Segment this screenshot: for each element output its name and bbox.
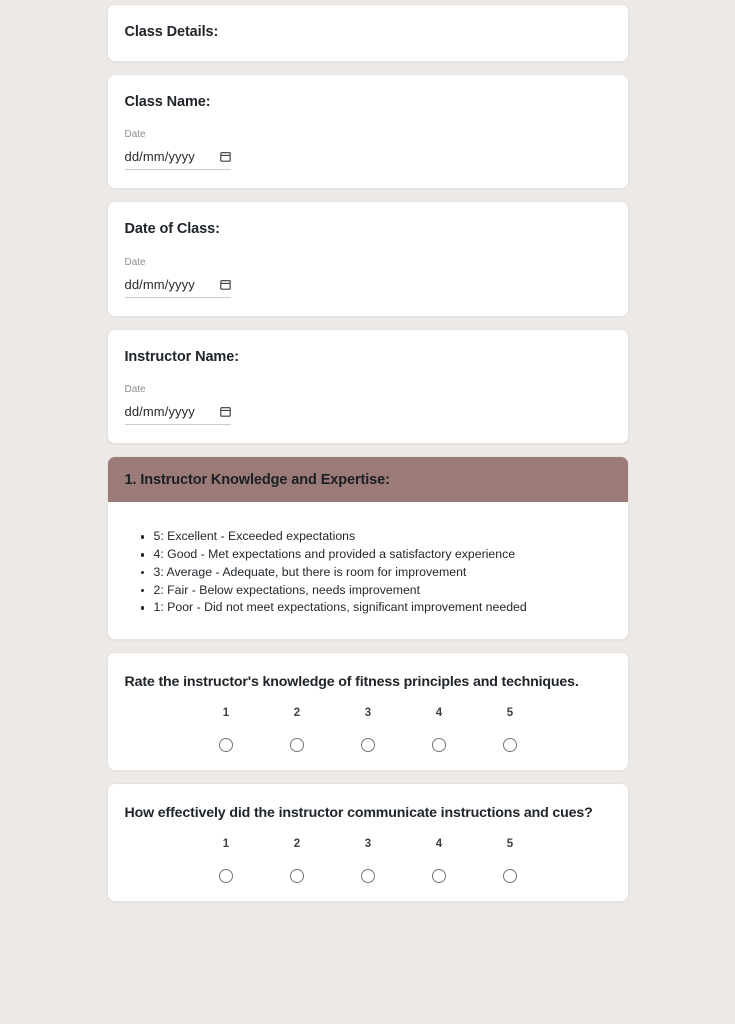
list-item: 3: Average - Adequate, but there is room for improvement bbox=[125, 564, 611, 582]
rating-label-2: 2 bbox=[293, 838, 301, 851]
rating-label-2: 2 bbox=[293, 707, 301, 720]
rating-label-cell bbox=[262, 838, 333, 850]
card-class-name bbox=[107, 74, 629, 190]
card-body bbox=[108, 653, 628, 770]
rating-label-3: 3 bbox=[364, 838, 372, 851]
rating-label-cell bbox=[333, 707, 404, 719]
section-banner bbox=[108, 457, 628, 502]
date-placeholder: dd/mm/yyyy bbox=[124, 404, 195, 420]
page-title: Class Details: bbox=[124, 24, 219, 40]
rating-option-cell[interactable] bbox=[191, 869, 262, 883]
rating-option-cell[interactable] bbox=[404, 738, 475, 752]
radio-button-3[interactable] bbox=[361, 869, 375, 883]
card-body bbox=[108, 784, 628, 901]
date-placeholder: dd/mm/yyyy bbox=[124, 276, 195, 292]
radio-button-1[interactable] bbox=[219, 869, 233, 883]
rating-scale bbox=[125, 838, 611, 883]
date-of-class-label: Date of Class: bbox=[124, 221, 220, 238]
date-input[interactable] bbox=[125, 404, 231, 425]
rating-option-cell[interactable] bbox=[333, 738, 404, 752]
list-item: 4: Good - Met expectations and provided a satisfactory experience bbox=[125, 546, 611, 564]
rating-label-cell bbox=[333, 838, 404, 850]
card-body bbox=[108, 202, 628, 316]
rating-scale-legend bbox=[125, 528, 611, 617]
card-body bbox=[108, 75, 628, 189]
rating-number-row bbox=[191, 838, 611, 850]
rating-label-cell bbox=[475, 707, 546, 719]
radio-button-2[interactable] bbox=[290, 869, 304, 883]
rating-label-5: 5 bbox=[506, 707, 514, 720]
class-name-label: Class Name: bbox=[124, 93, 211, 110]
radio-button-4[interactable] bbox=[432, 869, 446, 883]
rating-label-cell bbox=[404, 838, 475, 850]
card-body bbox=[108, 5, 628, 61]
rating-radio-row bbox=[191, 869, 611, 883]
rating-label-cell bbox=[191, 707, 262, 719]
field-label: Date bbox=[124, 256, 146, 268]
card-class-details bbox=[107, 4, 629, 62]
rating-label-1: 1 bbox=[222, 838, 230, 851]
card-question-instructor-communication bbox=[107, 783, 629, 902]
section-title: 1. Instructor Knowledge and Expertise: bbox=[124, 472, 390, 489]
date-input[interactable] bbox=[125, 149, 231, 170]
radio-button-5[interactable] bbox=[503, 869, 517, 883]
rating-option-cell[interactable] bbox=[262, 738, 333, 752]
calendar-icon[interactable] bbox=[220, 279, 231, 290]
rating-label-3: 3 bbox=[364, 707, 372, 720]
radio-button-2[interactable] bbox=[290, 738, 304, 752]
question-text: Rate the instructor's knowledge of fitness principles and techniques. bbox=[124, 674, 579, 691]
rating-option-cell[interactable] bbox=[191, 738, 262, 752]
card-section-instructor-knowledge bbox=[107, 456, 629, 640]
field-label: Date bbox=[124, 384, 146, 396]
list-item: 5: Excellent - Exceeded expectations bbox=[125, 528, 611, 546]
rating-scale bbox=[125, 707, 611, 752]
rating-label-1: 1 bbox=[222, 707, 230, 720]
card-body bbox=[108, 330, 628, 444]
rating-label-4: 4 bbox=[435, 838, 443, 851]
field-label: Date bbox=[124, 129, 146, 141]
instructor-name-date-field bbox=[125, 383, 611, 425]
date-placeholder: dd/mm/yyyy bbox=[124, 149, 195, 165]
rating-option-cell[interactable] bbox=[404, 869, 475, 883]
calendar-icon[interactable] bbox=[220, 406, 231, 417]
rating-label-cell bbox=[475, 838, 546, 850]
list-item: 1: Poor - Did not meet expectations, significant improvement needed bbox=[125, 599, 611, 617]
rating-option-cell[interactable] bbox=[475, 869, 546, 883]
radio-button-3[interactable] bbox=[361, 738, 375, 752]
list-item: 2: Fair - Below expectations, needs improvement bbox=[125, 582, 611, 600]
rating-option-cell[interactable] bbox=[475, 738, 546, 752]
calendar-icon[interactable] bbox=[220, 151, 231, 162]
card-question-instructor-knowledge bbox=[107, 652, 629, 771]
radio-button-4[interactable] bbox=[432, 738, 446, 752]
radio-button-1[interactable] bbox=[219, 738, 233, 752]
rating-label-4: 4 bbox=[435, 707, 443, 720]
rating-option-cell[interactable] bbox=[262, 869, 333, 883]
rating-label-cell bbox=[262, 707, 333, 719]
rating-label-5: 5 bbox=[506, 838, 514, 851]
date-of-class-date-field bbox=[125, 256, 611, 298]
instructor-name-label: Instructor Name: bbox=[124, 348, 239, 365]
card-date-of-class bbox=[107, 201, 629, 317]
rating-number-row bbox=[191, 707, 611, 719]
rating-label-cell bbox=[404, 707, 475, 719]
card-body bbox=[108, 502, 628, 639]
rating-option-cell[interactable] bbox=[333, 869, 404, 883]
radio-button-5[interactable] bbox=[503, 738, 517, 752]
card-instructor-name bbox=[107, 329, 629, 445]
question-text: How effectively did the instructor communicate instructions and cues? bbox=[124, 805, 593, 822]
rating-radio-row bbox=[191, 738, 611, 752]
rating-label-cell bbox=[191, 838, 262, 850]
class-name-date-field bbox=[125, 128, 611, 170]
date-input[interactable] bbox=[125, 277, 231, 298]
